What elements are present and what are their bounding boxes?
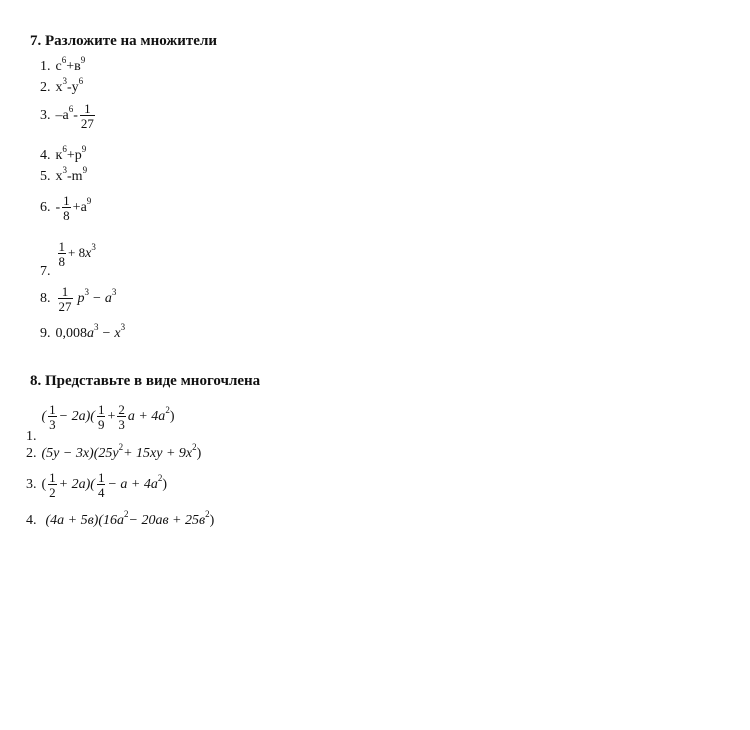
item-number: 5. — [40, 169, 51, 184]
term: a + 4a — [127, 409, 166, 425]
exponent: 2 — [192, 442, 197, 452]
denominator: 3 — [49, 417, 56, 432]
item-number: 4. — [40, 148, 51, 163]
paren: ) — [169, 409, 175, 425]
term: − a + 4a — [107, 477, 158, 493]
base: a — [104, 291, 112, 307]
coefficient: 0,008 — [55, 326, 87, 341]
term: + 15xy + 9x — [123, 446, 193, 461]
exponent: 9 — [80, 55, 86, 65]
numerator: 1 — [49, 402, 56, 417]
s7-item-6 — [40, 194, 91, 222]
item-number: 7. — [40, 264, 51, 280]
fraction — [80, 102, 95, 130]
paren: ) — [196, 446, 202, 461]
term: − 20aв + 25в — [128, 513, 206, 528]
base: a — [87, 326, 94, 341]
exponent: 2 — [165, 405, 170, 416]
base: p — [77, 291, 85, 307]
fraction — [117, 403, 126, 431]
fraction — [58, 240, 67, 268]
base: x — [55, 169, 63, 184]
exponent: 3 — [62, 76, 67, 86]
s7-item-9 — [40, 322, 126, 342]
exponent: 3 — [111, 287, 117, 298]
sign: - — [55, 200, 61, 216]
denominator: 3 — [118, 417, 125, 432]
exponent: 2 — [157, 473, 163, 484]
denominator: 8 — [63, 208, 70, 223]
numerator: 1 — [58, 239, 65, 254]
item-number: 8. — [40, 291, 51, 307]
s7-item-5 — [40, 165, 88, 185]
s7-item-7 — [40, 239, 96, 280]
item-number: 1. — [26, 429, 37, 445]
item-number: 9. — [40, 326, 51, 341]
operator: - — [67, 169, 72, 184]
exponent: 3 — [62, 165, 67, 175]
paren: ( — [41, 477, 47, 493]
operator: + — [66, 59, 75, 74]
paren: ) — [162, 477, 168, 493]
item-number: 3. — [26, 477, 37, 493]
s8-item-4 — [26, 509, 215, 529]
exponent: 9 — [82, 165, 88, 175]
term: (5y − 3x)(25y — [41, 446, 119, 461]
numerator: 1 — [49, 470, 56, 485]
s7-item-2 — [40, 76, 84, 96]
exponent: 3 — [84, 287, 89, 298]
numerator: 2 — [118, 402, 125, 417]
base: c — [55, 59, 62, 74]
operator: - — [67, 80, 72, 95]
operator: − — [93, 291, 101, 307]
base: a — [80, 200, 87, 216]
operator: + 8 — [68, 245, 86, 261]
operator: − — [102, 326, 111, 341]
exponent: 6 — [62, 144, 67, 154]
operator: + — [107, 409, 116, 425]
item-number: 2. — [40, 80, 51, 95]
exponent: 2 — [124, 509, 129, 519]
term: –a — [55, 108, 69, 124]
fraction — [97, 471, 106, 499]
exponent: 9 — [86, 196, 92, 207]
base: к — [55, 148, 63, 163]
exponent: 6 — [78, 76, 84, 86]
section-7-title: 7. Разложите на множители — [30, 33, 218, 49]
fraction — [48, 471, 57, 499]
operator: - — [73, 108, 78, 124]
section-8-title: 8. Представьте в виде многочлена — [30, 373, 261, 389]
numerator: 1 — [84, 101, 91, 116]
numerator: 1 — [63, 193, 70, 208]
exponent: 9 — [81, 144, 87, 154]
fraction — [62, 194, 71, 222]
exponent: 2 — [205, 509, 210, 519]
denominator: 27 — [58, 299, 72, 314]
base: m — [71, 169, 83, 184]
item-number: 1. — [40, 59, 51, 74]
base: x — [55, 80, 63, 95]
numerator: 1 — [61, 284, 69, 299]
item-number: 3. — [40, 108, 51, 124]
exponent: 3 — [94, 322, 99, 332]
s7-item-8 — [40, 285, 116, 313]
s7-item-1 — [40, 55, 86, 75]
denominator: 8 — [58, 254, 65, 269]
exponent: 3 — [91, 242, 96, 253]
operator: + — [66, 148, 75, 163]
exponent: 3 — [120, 322, 126, 332]
paren: ) — [209, 513, 215, 528]
fraction — [58, 285, 73, 313]
fraction — [48, 403, 57, 431]
term: − 2a)( — [58, 409, 95, 425]
numerator: 1 — [97, 402, 105, 417]
item-number: 2. — [26, 446, 37, 461]
term: (4a + 5в)(16a — [45, 513, 125, 528]
term: + 2a)( — [58, 477, 95, 493]
s8-item-2 — [26, 442, 202, 462]
denominator: 2 — [49, 485, 56, 500]
s8-item-3 — [26, 471, 167, 499]
paren: ( — [41, 409, 47, 425]
exponent: 2 — [118, 442, 124, 452]
exponent: 6 — [61, 55, 67, 65]
item-number: 4. — [26, 513, 37, 528]
denominator: 4 — [97, 485, 105, 500]
base: x — [85, 246, 92, 262]
denominator: 9 — [97, 417, 105, 432]
exponent: 6 — [68, 104, 74, 115]
fraction — [97, 403, 106, 431]
s7-item-4 — [40, 144, 87, 164]
base: y — [71, 80, 79, 95]
item-number: 6. — [40, 200, 51, 216]
s7-item-3 — [40, 102, 97, 130]
s8-item-1 — [26, 402, 175, 445]
base: в — [74, 59, 81, 74]
base: x — [114, 326, 121, 341]
numerator: 1 — [97, 470, 105, 485]
operator: + — [72, 200, 81, 216]
denominator: 27 — [80, 116, 94, 131]
base: p — [74, 148, 82, 163]
